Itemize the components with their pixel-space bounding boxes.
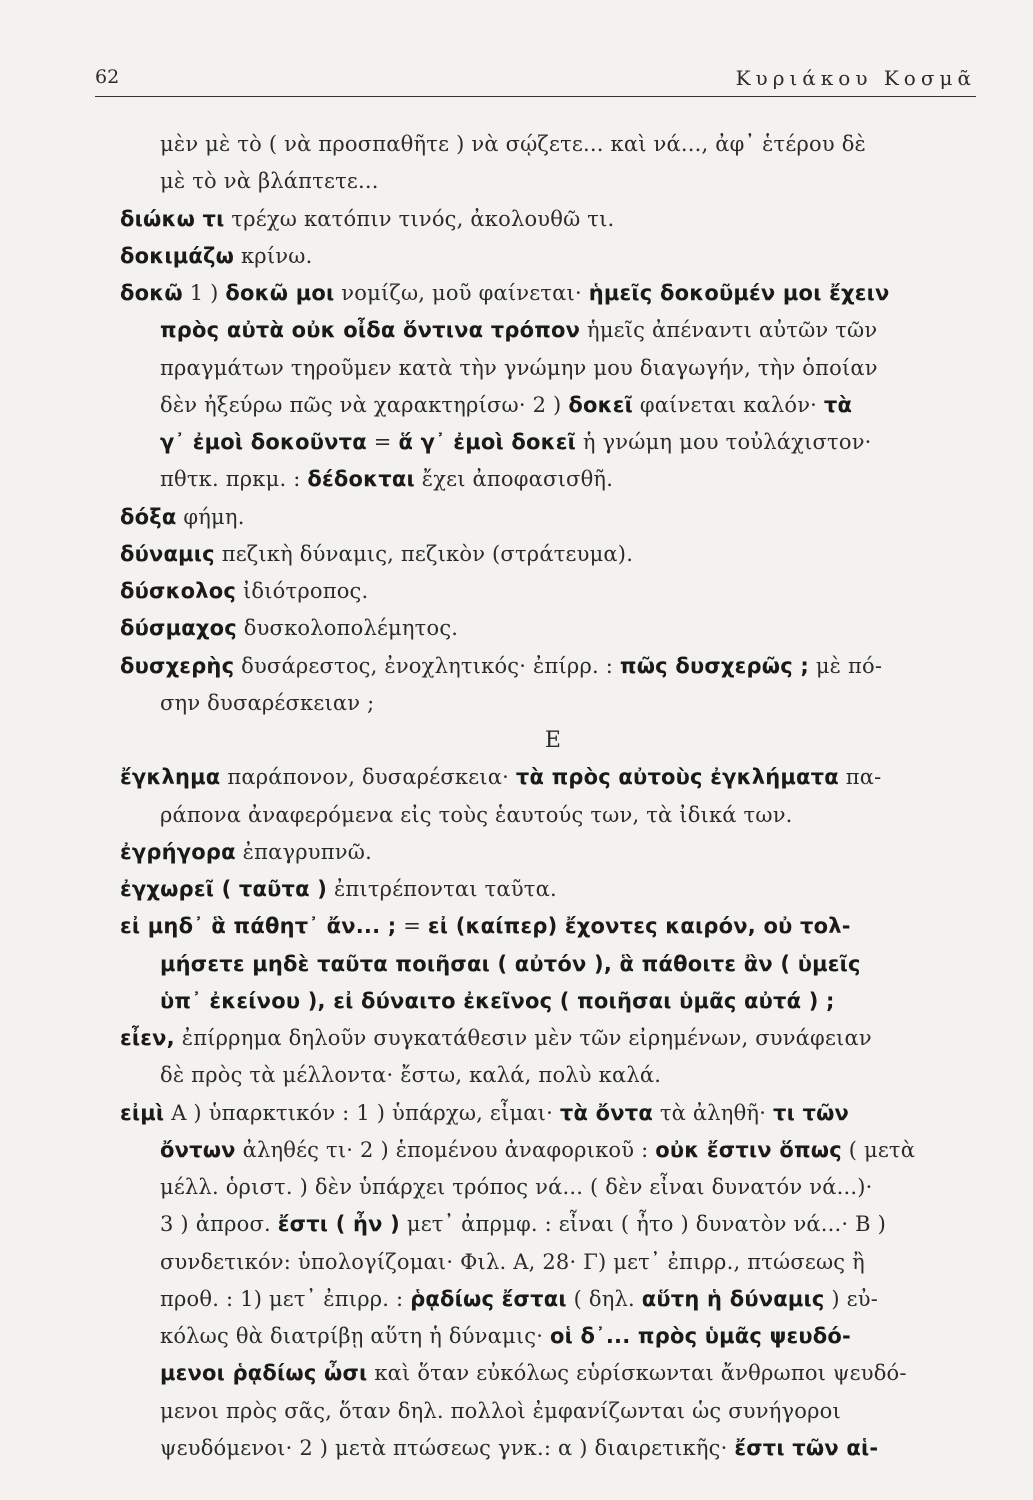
text-line <box>120 350 986 387</box>
headword: αὕτη ἡ δύναμις <box>641 1286 825 1311</box>
text-line <box>120 1430 986 1467</box>
headword: δύσμαχος <box>120 616 237 641</box>
headword: τὰ <box>823 392 853 417</box>
page-number: 62 <box>95 66 120 88</box>
definition-text: ἐπιτρέπονται ταῦτα. <box>327 877 557 901</box>
text-line <box>120 834 986 871</box>
text-line <box>120 648 986 685</box>
text-line <box>120 1244 986 1281</box>
text-line <box>120 424 986 461</box>
headword: ὑπ᾿ ἐκείνου ), εἰ δύναιτο ἐκεῖνος ( ποιῆσαι ὑμᾶς αὐτά ) ; <box>160 988 835 1013</box>
text-line <box>120 759 986 796</box>
text-line <box>120 201 986 238</box>
definition-text: προθ. : 1) μετ᾿ ἐπιρρ. : <box>160 1286 411 1311</box>
headword: δοκῶ μοι <box>225 281 335 305</box>
text-line <box>120 610 986 647</box>
definition-text: δυσκολοπολέμητος. <box>236 616 459 641</box>
text-line <box>120 1095 986 1132</box>
definition-text: μὲ τὸ νὰ βλάπτετε... <box>160 169 379 194</box>
definition-text: πθτκ. πρκμ. : <box>160 467 308 492</box>
headword: πρὸς αὐτὰ οὐκ οἶδα ὅντινα τρόπον <box>160 318 581 343</box>
headword: ἐγχωρεῖ ( ταῦτα ) <box>120 877 328 901</box>
definition-text: μενοι πρὸς σᾶς, ὅταν δηλ. πολλοὶ ἐμφανίζωνται ὡς συνήγοροι <box>160 1398 841 1423</box>
headword: δυσχερὴς <box>120 653 235 678</box>
text-line <box>120 1132 986 1169</box>
text-line <box>120 387 986 424</box>
headword: τὰ ὄντα <box>559 1100 653 1125</box>
headword: δοκιμάζω <box>120 243 235 268</box>
page-header <box>95 66 976 97</box>
text-line <box>120 908 986 945</box>
definition-text: καὶ ὅταν εὐκόλως εὑρίσκωνται ἄνθρωποι ψευδό- <box>367 1361 907 1386</box>
text-line <box>120 573 986 610</box>
headword: εἶεν, <box>120 1026 175 1050</box>
headword: γ᾿ ἐμοὶ δοκοῦντα <box>160 430 367 454</box>
headword: δύναμις <box>120 541 215 566</box>
headword: διώκω τι <box>120 206 225 231</box>
definition-text: ράπονα ἀναφερόμενα εἰς τοὺς ἑαυτούς των, τὰ ἰδικά των. <box>160 802 793 827</box>
definition-text: δυσάρεστος, ἐνοχλητικός· ἐπίρρ. : <box>234 653 620 678</box>
definition-text: μὲ πό- <box>808 653 883 678</box>
headword: ὄντων <box>160 1137 236 1162</box>
definition-text: μὲν μὲ τὸ ( νὰ προσπαθῆτε ) νὰ σῴζετε... καὶ νά..., ἀφ᾿ ἑτέρου δὲ <box>160 132 866 156</box>
text-line <box>120 461 986 498</box>
text-line <box>120 685 986 722</box>
definition-text: ( δηλ. <box>566 1286 642 1311</box>
definition-text: μέλλ. ὁριστ. ) δὲν ὑπάρχει τρόπος νά... ( δὲν εἶναι δυνατόν νά...)· <box>160 1175 873 1199</box>
definition-text: ἐπαγρυπνῶ. <box>235 839 372 864</box>
text-line <box>120 1206 986 1243</box>
definition-text: ) εὐ- <box>824 1286 879 1311</box>
section-letter-heading <box>120 722 986 759</box>
definition-text: ( μετὰ <box>841 1137 916 1162</box>
text-line <box>120 1355 986 1392</box>
headword: ἡμεῖς δοκοῦμέν μοι ἔχειν <box>588 281 890 305</box>
definition-text: κόλως θὰ διατρίβῃ αὕτη ἡ δύναμις· <box>160 1324 551 1348</box>
text-line <box>120 536 986 573</box>
definition-text: Ε <box>544 728 562 753</box>
glossary-text <box>120 126 986 1467</box>
definition-text: ἐπίρρημα δηλοῦν συγκατάθεσιν μὲν τῶν εἰρημένων, συνάφειαν <box>174 1026 872 1050</box>
headword: τὰ πρὸς αὐτοὺς ἐγκλήματα <box>515 765 839 790</box>
headword: δέδοκται <box>307 467 415 492</box>
text-line <box>120 126 986 163</box>
text-line <box>120 238 986 275</box>
definition-text: πεζικὴ δύναμις, πεζικὸν (στράτευμα). <box>214 541 634 566</box>
headword: ἔστι ( ἦν ) <box>277 1212 400 1237</box>
headword: ἐγρήγορα <box>120 839 236 864</box>
text-line <box>120 1393 986 1430</box>
text-line <box>120 312 986 349</box>
headword: ἅ γ᾿ ἐμοὶ δοκεῖ <box>398 430 577 454</box>
headword: δύσκολος <box>120 579 237 603</box>
headword: μενοι ῥᾳδίως ὦσι <box>160 1361 368 1386</box>
definition-text: ψευδόμενοι· 2 ) μετὰ πτώσεως γνκ.: α ) διαιρετικῆς· <box>160 1435 735 1460</box>
definition-text: φήμη. <box>176 504 245 529</box>
definition-text: ἰδιότροπος. <box>236 579 369 603</box>
definition-text: ἀληθές τι· 2 ) ἑπομένου ἀναφορικοῦ : <box>235 1137 656 1162</box>
headword: εἰ μηδ᾿ ἃ πάθητ᾿ ἄν... ; <box>120 914 397 939</box>
headword: ῥᾳδίως ἔσται <box>410 1286 567 1311</box>
definition-text: τὰ ἀληθῆ· <box>652 1100 773 1125</box>
headword: πῶς δυσχερῶς ; <box>619 653 809 678</box>
definition-text: τρέχω κατόπιν τινός, ἀκολουθῶ τι. <box>224 206 615 231</box>
headword: εἰμὶ <box>120 1100 165 1125</box>
text-line <box>120 1169 986 1206</box>
text-line <box>120 983 986 1020</box>
definition-text: ἡμεῖς ἀπέναντι αὐτῶν τῶν <box>580 318 878 343</box>
definition-text: 3 ) ἀπροσ. <box>160 1212 278 1237</box>
running-title: Κυριάκου Κοσμᾶ <box>735 66 976 90</box>
definition-text: = <box>366 430 399 454</box>
definition-text: πα- <box>838 765 882 790</box>
definition-text: ἡ γνώμη μου τοὐλάχιστον· <box>576 430 872 454</box>
headword: τι τῶν <box>772 1100 850 1125</box>
definition-text: δὲ πρὸς τὰ μέλλοντα· ἔστω, καλά, πολὺ καλά. <box>160 1063 662 1088</box>
headword: μήσετε μηδὲ ταῦτα ποιῆσαι ( αὐτόν ), ἃ πάθοιτε ἂν ( ὑμεῖς <box>160 951 861 976</box>
text-line <box>120 1057 986 1094</box>
headword: εἰ (καίπερ) ἔχοντες καιρόν, οὐ τολ- <box>427 914 851 939</box>
headword: ἔγκλημα <box>120 765 221 790</box>
text-line <box>120 797 986 834</box>
definition-text: 1 ) <box>182 281 226 305</box>
text-line <box>120 871 986 908</box>
text-line <box>120 1020 986 1057</box>
headword: δοκῶ <box>120 281 183 305</box>
definition-text: δὲν ἠξεύρω πῶς νὰ χαρακτηρίσω· 2 ) <box>160 392 569 417</box>
text-line <box>120 499 986 536</box>
definition-text: μετ᾿ ἀπρμφ. : εἶναι ( ἦτο ) δυνατὸν νά...· Β ) <box>399 1212 887 1237</box>
definition-text: συνδετικόν: ὑπολογίζομαι· Φιλ. Α, 28· Γ) μετ᾿ ἐπιρρ., πτώσεως ἢ <box>160 1249 865 1274</box>
definition-text: πραγμάτων τηροῦμεν κατὰ τὴν γνώμην μου διαγωγήν, τὴν ὁποίαν <box>160 355 878 380</box>
definition-text: Α ) ὑπαρκτικόν : 1 ) ὑπάρχω, εἶμαι· <box>164 1100 560 1125</box>
headword: ἔστι τῶν αἱ- <box>734 1435 879 1460</box>
definition-text: νομίζω, μοῦ φαίνεται· <box>334 281 589 305</box>
text-line <box>120 946 986 983</box>
headword: δοκεῖ <box>568 392 633 417</box>
definition-text: ἔχει ἀποφασισθῆ. <box>414 467 614 492</box>
headword: οὐκ ἔστιν ὅπως <box>655 1137 842 1162</box>
text-line <box>120 1281 986 1318</box>
text-line <box>120 1318 986 1355</box>
text-line <box>120 163 986 200</box>
text-line <box>120 275 986 312</box>
headword: οἱ δ᾿... πρὸς ὑμᾶς ψευδό- <box>550 1324 851 1348</box>
definition-text: κρίνω. <box>234 243 313 268</box>
definition-text: φαίνεται καλόν· <box>632 392 824 417</box>
definition-text: παράπονον, δυσαρέσκεια· <box>220 765 516 790</box>
headword: δόξα <box>120 504 177 529</box>
definition-text: σην δυσαρέσκειαν ; <box>160 690 375 715</box>
definition-text: = <box>396 914 428 939</box>
